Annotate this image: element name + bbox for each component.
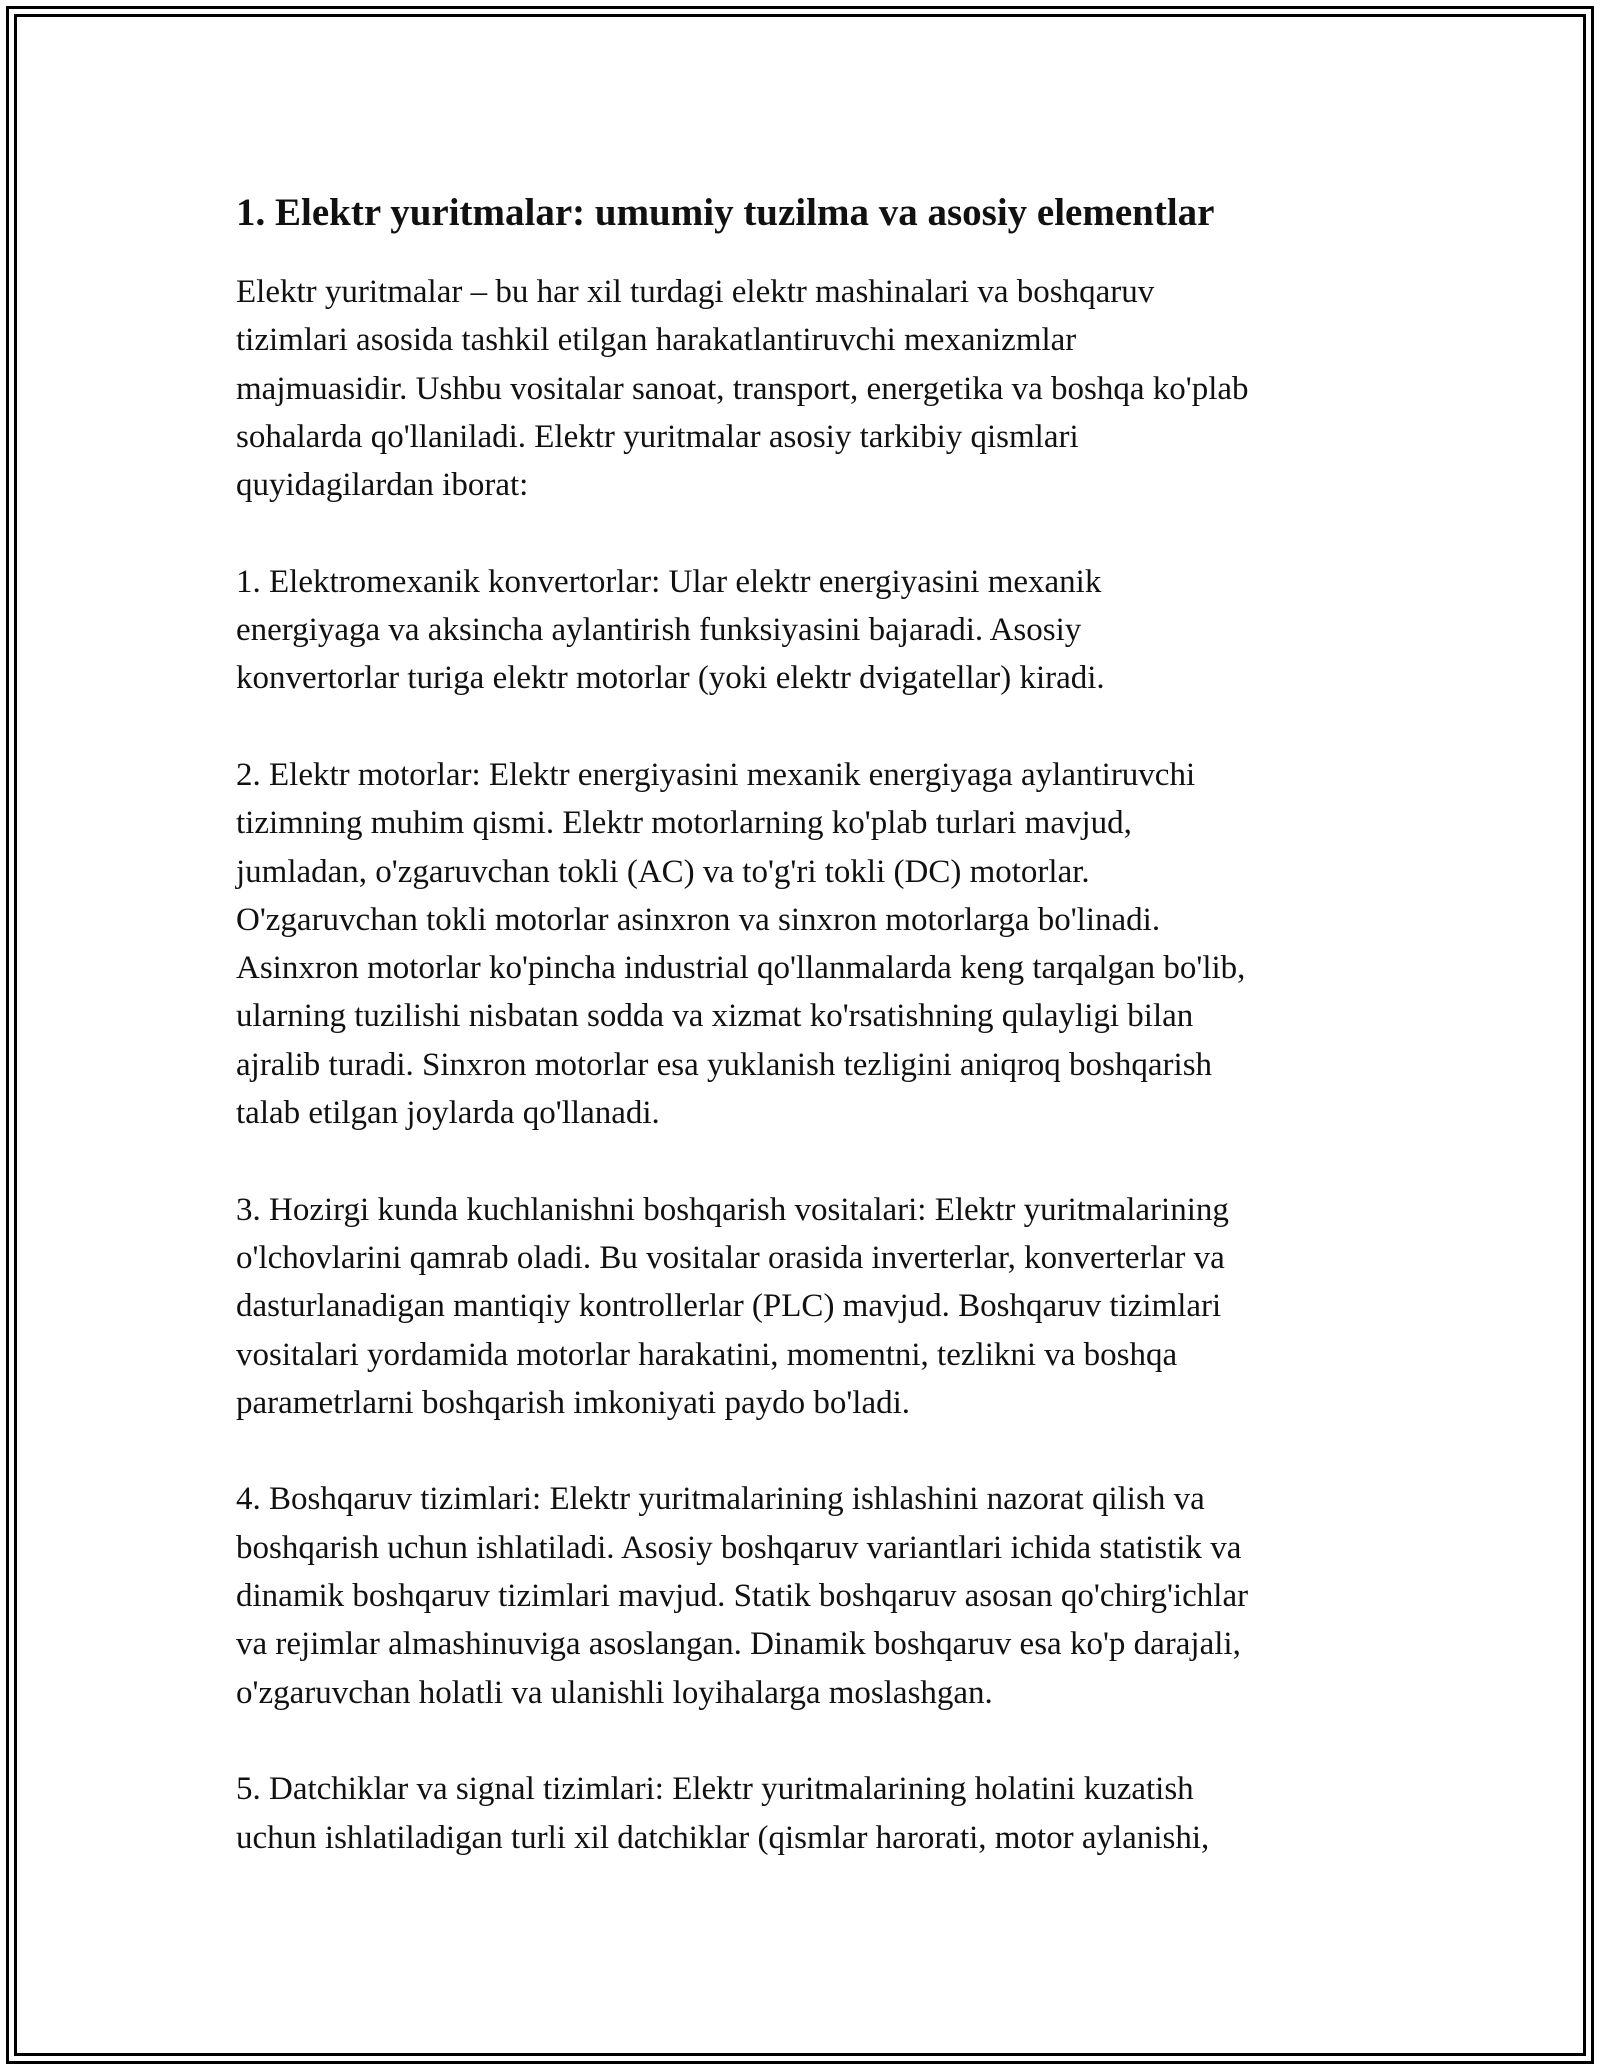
document-title: 1. Elektr yuritmalar: umumiy tuzilma va asosiy elementlar bbox=[236, 191, 1215, 234]
list-item-5-paragraph bbox=[236, 1765, 1386, 1862]
text-line: Asinxron motorlar ko'pincha industrial qo'llanmalarda keng tarqalgan bo'lib, bbox=[236, 950, 1246, 987]
text-line: 2. Elektr motorlar: Elektr energiyasini mexanik energiyaga aylantiruvchi bbox=[236, 756, 1196, 793]
list-item-4-paragraph bbox=[236, 1475, 1386, 1716]
text-line: konvertorlar turiga elektr motorlar (yoki elektr dvigatellar) kiradi. bbox=[236, 660, 1105, 697]
text-line: Elektr yuritmalar – bu har xil turdagi elektr mashinalari va boshqaruv bbox=[236, 274, 1155, 310]
text-line: majmuasidir. Ushbu vositalar sanoat, transport, energetika va boshqa ko'plab bbox=[236, 370, 1249, 407]
text-line: 5. Datchiklar va signal tizimlari: Elektr yuritmalarining holatini kuzatish bbox=[236, 1771, 1194, 1808]
text-line: 3. Hozirgi kunda kuchlanishni boshqarish vositalari: Elektr yuritmalarining bbox=[236, 1191, 1229, 1228]
paragraph-gap bbox=[236, 509, 1386, 557]
paragraph-gap bbox=[236, 703, 1386, 751]
paragraph-gap bbox=[236, 1137, 1386, 1185]
list-item-3-paragraph bbox=[236, 1186, 1386, 1427]
paragraph-gap bbox=[236, 1427, 1386, 1475]
text-line: o'lchovlarini qamrab oladi. Bu vositalar orasida inverterlar, konverterlar va bbox=[236, 1239, 1225, 1276]
text-line: boshqarish uchun ishlatiladi. Asosiy boshqaruv variantlari ichida statistik va bbox=[236, 1529, 1242, 1566]
text-line: dinamik boshqaruv tizimlari mavjud. Statik boshqaruv asosan qo'chirg'ichlar bbox=[236, 1578, 1249, 1615]
text-line: energiyaga va aksincha aylantirish funksiyasini bajaradi. Asosiy bbox=[236, 612, 1082, 649]
text-line: O'zgaruvchan tokli motorlar asinxron va sinxron motorlarga bo'linadi. bbox=[236, 901, 1161, 938]
list-item-1-paragraph bbox=[236, 558, 1386, 703]
paragraphs bbox=[236, 268, 1386, 1862]
intro-paragraph bbox=[236, 268, 1386, 509]
text-line: dasturlanadigan mantiqiy kontrollerlar (PLC) mavjud. Boshqaruv tizimlari bbox=[236, 1288, 1222, 1325]
text-line: sohalarda qo'llaniladi. Elektr yuritmalar asosiy tarkibiy qismlari bbox=[236, 418, 1079, 455]
text-line: va rejimlar almashinuviga asoslangan. Dinamik boshqaruv esa ko'p darajali, bbox=[236, 1626, 1241, 1663]
text-line: vositalari yordamida motorlar harakatini, momentni, tezlikni va boshqa bbox=[236, 1336, 1178, 1373]
paragraph-gap bbox=[236, 1717, 1386, 1765]
list-item-2-paragraph bbox=[236, 751, 1386, 1137]
text-line: jumladan, o'zgaruvchan tokli (AC) va to'g'ri tokli (DC) motorlar. bbox=[236, 853, 1090, 890]
text-line: tizimning muhim qismi. Elektr motorlarning ko'plab turlari mavjud, bbox=[236, 805, 1132, 842]
text-line: ularning tuzilishi nisbatan sodda va xizmat ko'rsatishning qulayligi bilan bbox=[236, 998, 1194, 1035]
text-line: 1. Elektromexanik konvertorlar: Ular elektr energiyasini mexanik bbox=[236, 563, 1102, 600]
text-line: o'zgaruvchan holatli va ulanishli loyihalarga moslashgan. bbox=[236, 1674, 993, 1711]
text-line: talab etilgan joylarda qo'llanadi. bbox=[236, 1095, 660, 1132]
text-line: quyidagilardan iborat: bbox=[236, 467, 529, 504]
text-line: tizimlari asosida tashkil etilgan harakatlantiruvchi mexanizmlar bbox=[236, 322, 1077, 359]
text-line: uchun ishlatiladigan turli xil datchiklar (qismlar harorati, motor aylanishi, bbox=[236, 1819, 1210, 1856]
document-body bbox=[236, 184, 1386, 1862]
text-line: parametrlarni boshqarish imkoniyati paydo bo'ladi. bbox=[236, 1384, 911, 1421]
text-line: ajralib turadi. Sinxron motorlar esa yuklanish tezligini aniqroq boshqarish bbox=[236, 1046, 1213, 1083]
text-line: 4. Boshqaruv tizimlari: Elektr yuritmalarining ishlashini nazorat qilish va bbox=[236, 1481, 1205, 1518]
